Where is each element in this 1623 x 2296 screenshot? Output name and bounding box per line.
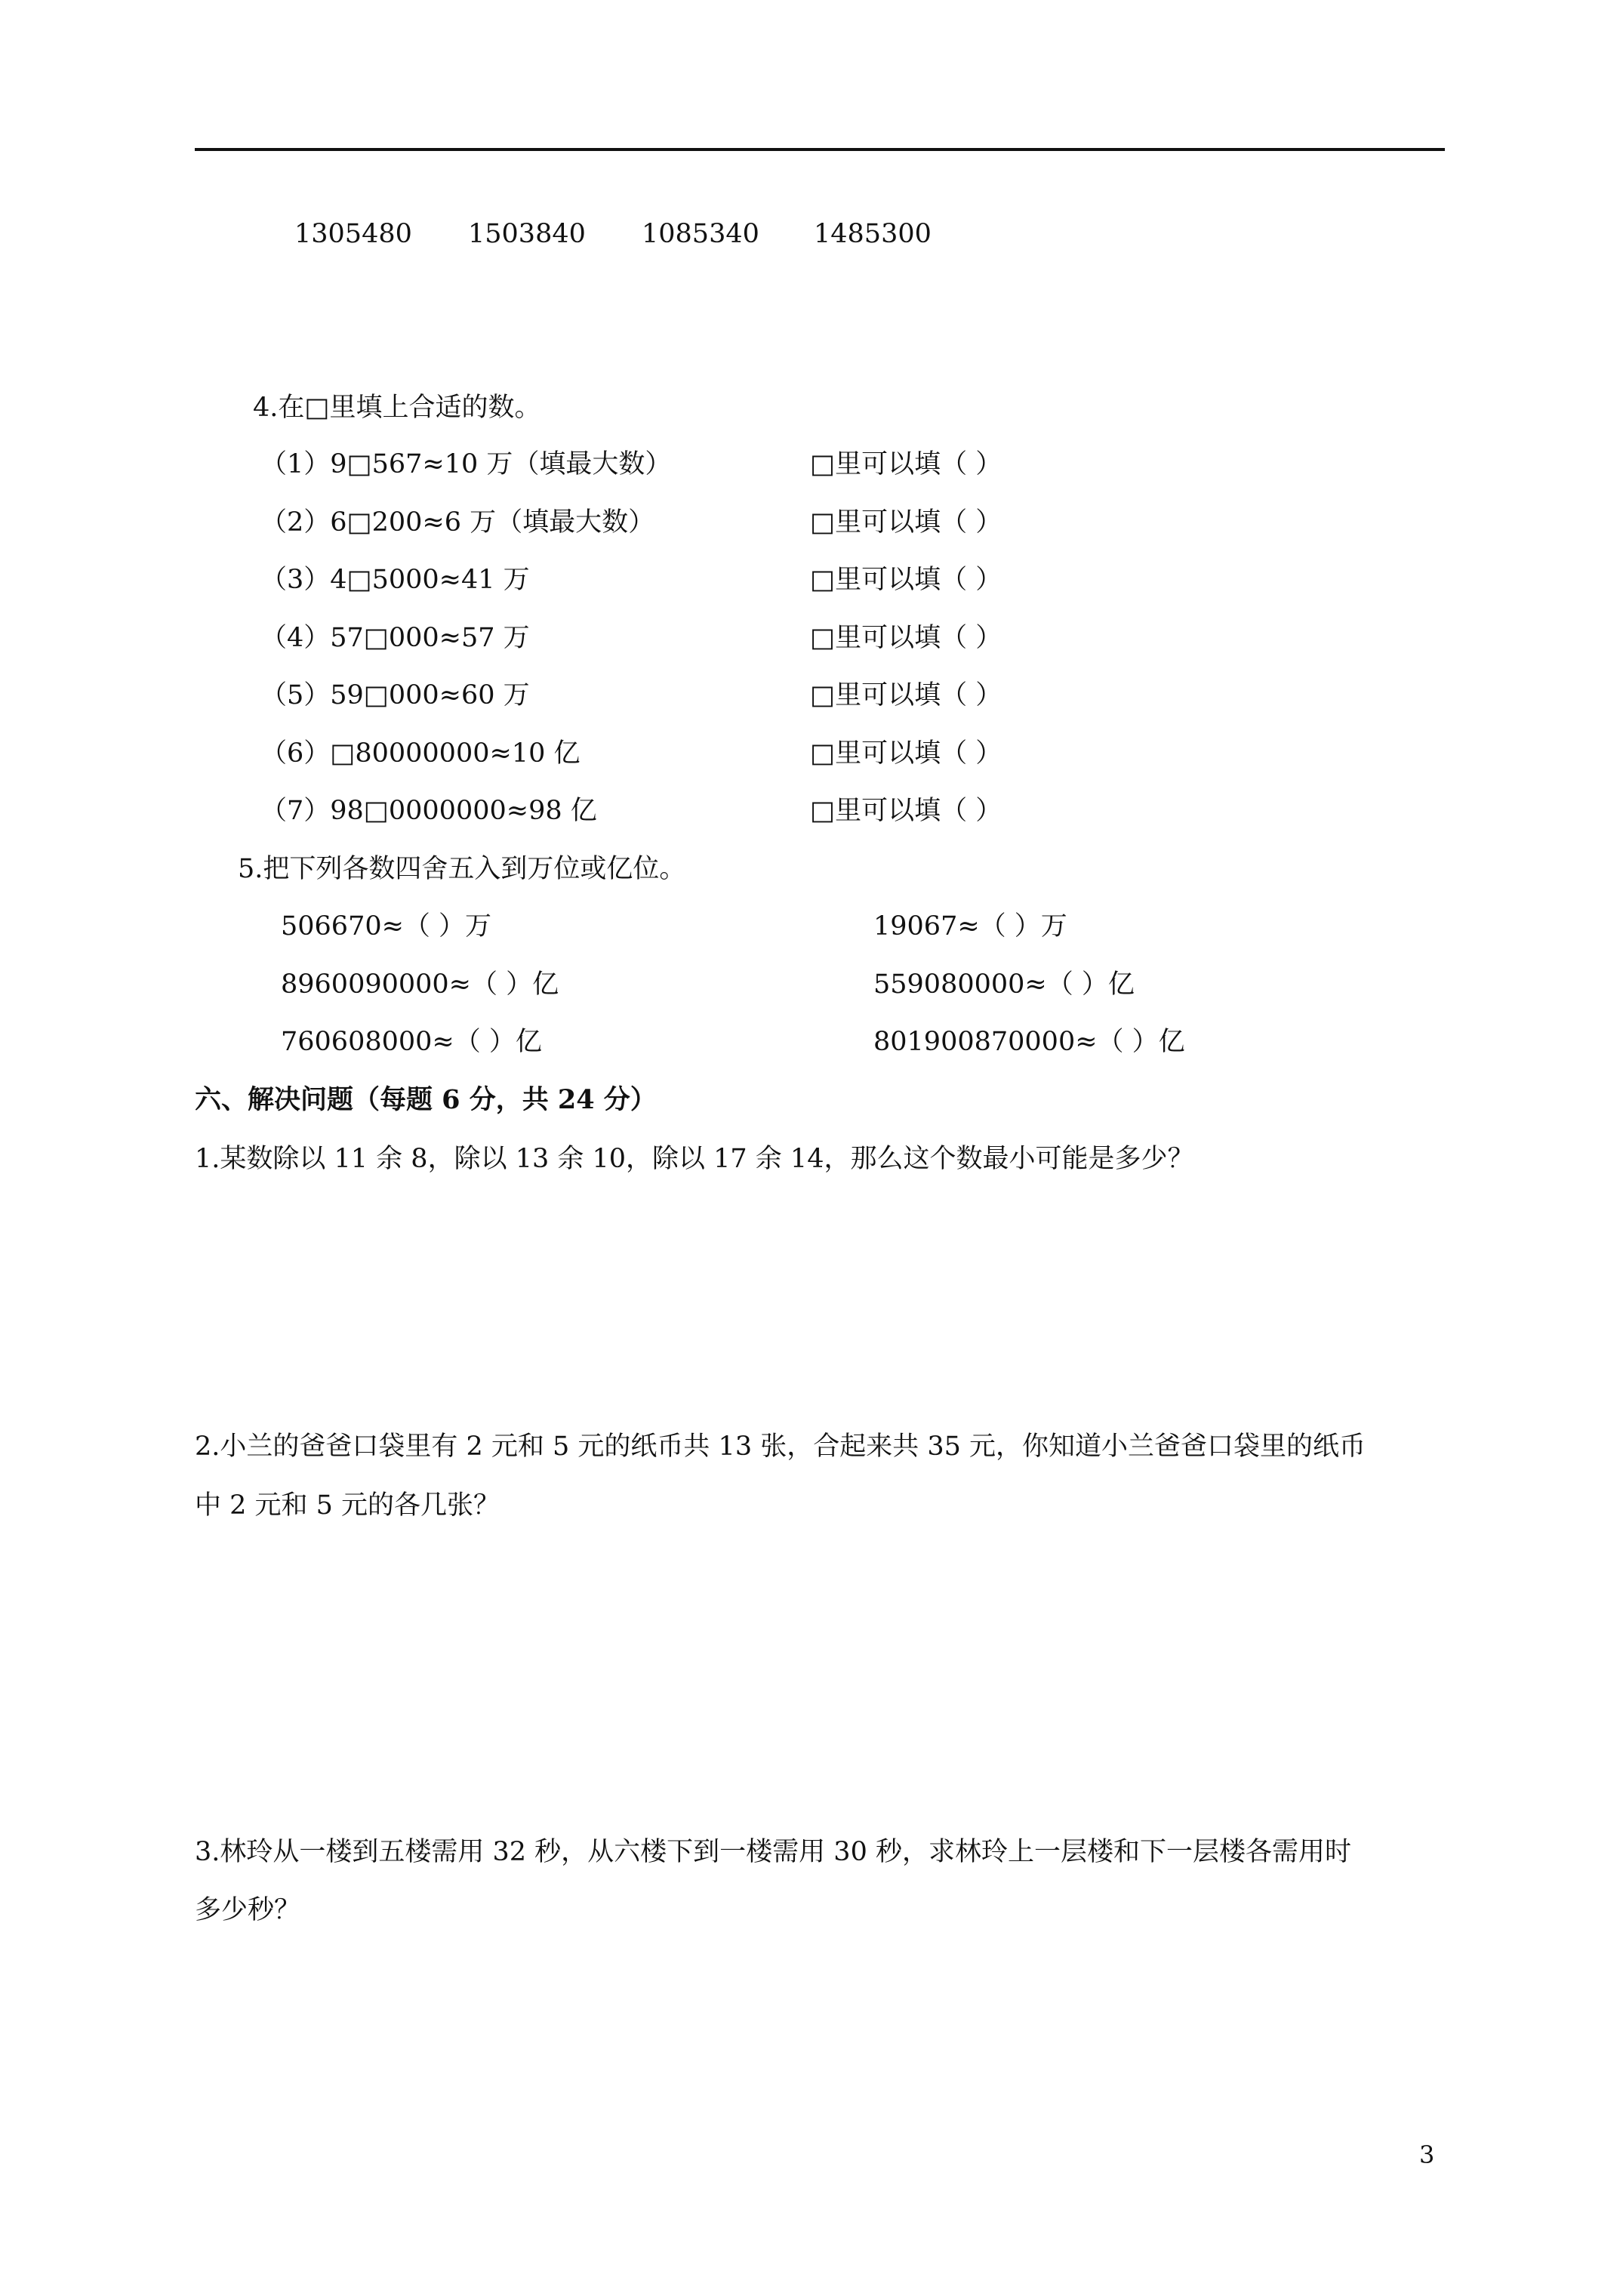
q5-item: 19067≈（ ）万 bbox=[873, 911, 1067, 942]
q5-item: 559080000≈（ ）亿 bbox=[873, 969, 1135, 1000]
q4-answer-blank: □里可以填（ ） bbox=[810, 449, 1002, 479]
top-number: 1503840 bbox=[468, 219, 586, 249]
q4-answer-blank: □里可以填（ ） bbox=[810, 565, 1002, 595]
q5-item: 801900870000≈（ ）亿 bbox=[873, 1027, 1185, 1057]
problem-2-line-2: 中 2 元和 5 元的各几张？ bbox=[195, 1490, 500, 1521]
problem-3-line-2: 多少秒？ bbox=[195, 1895, 301, 1925]
question-5-title: 5.把下列各数四舍五入到万位或亿位。 bbox=[238, 854, 686, 884]
q4-answer-blank: □里可以填（ ） bbox=[810, 507, 1002, 538]
page-number: 3 bbox=[1419, 2140, 1435, 2169]
q4-expression: （7）98□0000000≈98 亿 bbox=[260, 796, 597, 826]
problem-1: 1.某数除以 11 余 8，除以 13 余 10，除以 17 余 14，那么这个数最小可能是多少？ bbox=[195, 1144, 1194, 1174]
problem-3-line-1: 3.林玲从一楼到五楼需用 32 秒，从六楼下到一楼需用 30 秒，求林玲上一层楼和下一层楼各需用时 bbox=[195, 1837, 1351, 1867]
q5-item: 506670≈（ ）万 bbox=[281, 911, 492, 942]
section-6-heading: 六、解决问题（每题 6 分，共 24 分） bbox=[195, 1084, 657, 1115]
header-rule bbox=[195, 148, 1445, 151]
q4-answer-blank: □里可以填（ ） bbox=[810, 623, 1002, 653]
q4-expression: （6）□80000000≈10 亿 bbox=[260, 738, 581, 769]
q4-answer-blank: □里可以填（ ） bbox=[810, 796, 1002, 826]
question-4-title: 4.在□里填上合适的数。 bbox=[253, 393, 541, 423]
problem-2-line-1: 2.小兰的爸爸口袋里有 2 元和 5 元的纸币共 13 张，合起来共 35 元，你知道小兰爸爸口袋里的纸币 bbox=[195, 1432, 1366, 1462]
top-number: 1305480 bbox=[294, 219, 412, 249]
top-number: 1085340 bbox=[642, 219, 759, 249]
q4-expression: （3）4□5000≈41 万 bbox=[260, 565, 530, 595]
q4-expression: （5）59□000≈60 万 bbox=[260, 680, 530, 710]
top-number: 1485300 bbox=[814, 219, 932, 249]
q5-item: 8960090000≈（ ）亿 bbox=[281, 969, 559, 1000]
q4-answer-blank: □里可以填（ ） bbox=[810, 738, 1002, 769]
q4-expression: （2）6□200≈6 万（填最大数） bbox=[260, 507, 655, 538]
q4-expression: （1）9□567≈10 万（填最大数） bbox=[260, 449, 672, 479]
q4-expression: （4）57□000≈57 万 bbox=[260, 623, 530, 653]
q5-item: 760608000≈（ ）亿 bbox=[281, 1027, 542, 1057]
q4-answer-blank: □里可以填（ ） bbox=[810, 680, 1002, 710]
